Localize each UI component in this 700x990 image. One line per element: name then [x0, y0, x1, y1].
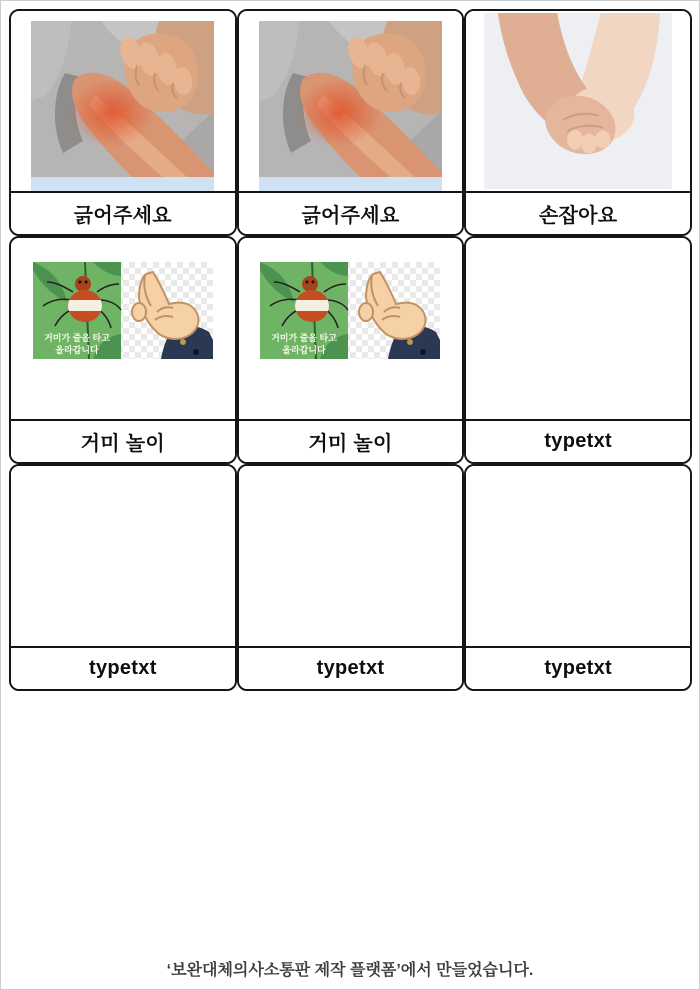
card-label: 긁어주세요 — [239, 191, 463, 234]
card-image-area-empty — [239, 466, 463, 646]
card-label: 거미 놀이 — [239, 419, 463, 462]
card-empty-4[interactable] — [464, 464, 692, 691]
footer-credit: ‘보완대체의사소통판 제작 플랫폼’에서 만들었습니다. — [166, 962, 534, 979]
holding-hands-image — [483, 13, 673, 189]
card-image-area-empty — [11, 466, 235, 646]
card-image-area — [11, 11, 235, 191]
card-label: typetxt — [466, 646, 690, 689]
card-image-area — [239, 11, 463, 191]
card-image-area-empty — [466, 238, 690, 418]
card-spider-play-2[interactable] — [237, 236, 465, 463]
card-empty-2[interactable] — [9, 464, 237, 691]
card-spider-play-1[interactable] — [9, 236, 237, 463]
card-scratch-1[interactable] — [9, 9, 237, 236]
scratching-arm-image — [259, 21, 442, 191]
card-label: typetxt — [466, 419, 690, 462]
card-image-area-empty — [466, 466, 690, 646]
spider-play-image — [33, 262, 213, 359]
card-image-area — [239, 238, 463, 418]
card-empty-3[interactable] — [237, 464, 465, 691]
spider-play-image — [260, 262, 440, 359]
card-label: 거미 놀이 — [11, 419, 235, 462]
card-label: typetxt — [11, 646, 235, 689]
card-label: typetxt — [239, 646, 463, 689]
card-image-area — [466, 11, 690, 191]
card-label: 긁어주세요 — [11, 191, 235, 234]
card-grid — [9, 9, 692, 691]
card-image-area — [11, 238, 235, 418]
scratching-arm-image — [31, 21, 214, 191]
card-empty-1[interactable] — [464, 236, 692, 463]
card-label: 손잡아요 — [466, 191, 690, 234]
card-scratch-2[interactable] — [237, 9, 465, 236]
card-hold-hands[interactable] — [464, 9, 692, 236]
